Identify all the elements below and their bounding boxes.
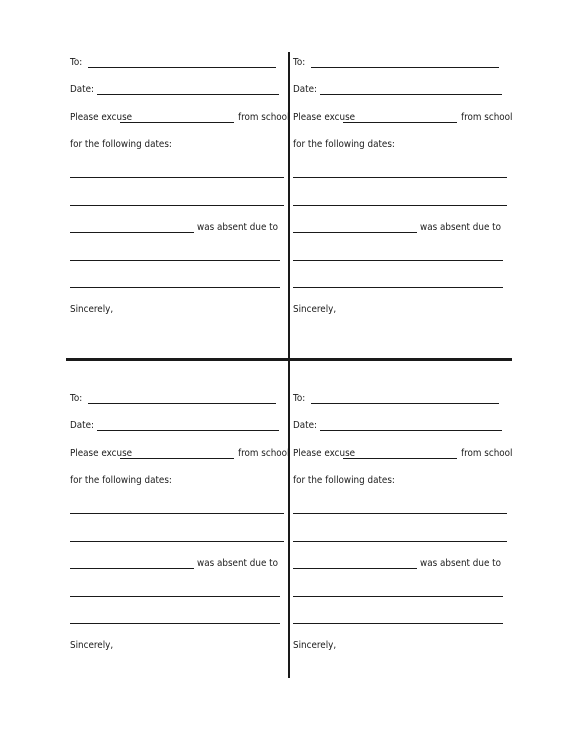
absent-row: [293, 556, 512, 570]
date-row: [293, 82, 502, 96]
following-dates-label: for the following dates:: [293, 475, 395, 486]
sincerely-row: [70, 638, 119, 652]
date-row: [70, 418, 279, 432]
absent-label: was absent due to: [420, 558, 501, 569]
from-school-label: from school: [238, 448, 290, 459]
following-dates-row: [293, 473, 409, 487]
following-dates-label: for the following dates:: [70, 475, 172, 486]
sincerely-label: Sincerely,: [293, 640, 337, 651]
reason-line-1[interactable]: [70, 260, 280, 261]
to-row: [70, 391, 276, 405]
sincerely-row: [293, 638, 342, 652]
excuse-label: Please excuse: [70, 112, 133, 123]
absent-row: [293, 220, 512, 234]
absent-label: was absent due to: [197, 558, 278, 569]
note-bottom-right: [293, 386, 513, 686]
from-school-label: from school: [461, 112, 513, 123]
note-top-left: [70, 50, 290, 350]
date-label: Date:: [293, 420, 318, 431]
absent-name-field[interactable]: [293, 567, 417, 569]
excuse-row: [293, 110, 520, 124]
reason-line-2[interactable]: [70, 623, 280, 624]
following-dates-row: [70, 137, 186, 151]
to-field[interactable]: [311, 402, 499, 404]
dates-line-2[interactable]: [293, 541, 507, 542]
excuse-label: Please excuse: [70, 448, 133, 459]
dates-line-2[interactable]: [293, 205, 507, 206]
excuse-row: [70, 446, 297, 460]
from-school-label: from school: [461, 448, 513, 459]
absent-row: [70, 556, 289, 570]
sincerely-label: Sincerely,: [70, 640, 114, 651]
to-row: [293, 55, 499, 69]
excuse-label: Please excuse: [293, 112, 356, 123]
note-bottom-left: [70, 386, 290, 686]
excuse-row: [293, 446, 520, 460]
absent-name-field[interactable]: [70, 567, 194, 569]
date-row: [70, 82, 279, 96]
dates-line-1[interactable]: [293, 177, 507, 178]
dates-line-1[interactable]: [70, 513, 284, 514]
date-field[interactable]: [320, 429, 502, 431]
to-field[interactable]: [88, 66, 276, 68]
absent-row: [70, 220, 289, 234]
horizontal-divider: [66, 358, 512, 361]
to-row: [70, 55, 276, 69]
absent-label: was absent due to: [197, 222, 278, 233]
student-name-field[interactable]: [343, 121, 457, 123]
following-dates-label: for the following dates:: [70, 139, 172, 150]
reason-line-1[interactable]: [70, 596, 280, 597]
note-top-right: [293, 50, 513, 350]
sincerely-label: Sincerely,: [70, 304, 114, 315]
following-dates-row: [293, 137, 409, 151]
reason-line-2[interactable]: [293, 287, 503, 288]
sincerely-row: [70, 302, 119, 316]
to-label: To:: [70, 393, 83, 404]
excuse-row: [70, 110, 297, 124]
date-field[interactable]: [97, 429, 279, 431]
absent-name-field[interactable]: [70, 231, 194, 233]
excuse-label: Please excuse: [293, 448, 356, 459]
absent-label: was absent due to: [420, 222, 501, 233]
date-field[interactable]: [320, 93, 502, 95]
reason-line-1[interactable]: [293, 260, 503, 261]
reason-line-2[interactable]: [293, 623, 503, 624]
student-name-field[interactable]: [120, 457, 234, 459]
from-school-label: from school: [238, 112, 290, 123]
dates-line-2[interactable]: [70, 541, 284, 542]
sincerely-row: [293, 302, 342, 316]
date-row: [293, 418, 502, 432]
to-label: To:: [293, 393, 306, 404]
date-field[interactable]: [97, 93, 279, 95]
following-dates-label: for the following dates:: [293, 139, 395, 150]
student-name-field[interactable]: [120, 121, 234, 123]
to-field[interactable]: [311, 66, 499, 68]
reason-line-1[interactable]: [293, 596, 503, 597]
dates-line-1[interactable]: [293, 513, 507, 514]
reason-line-2[interactable]: [70, 287, 280, 288]
to-row: [293, 391, 499, 405]
student-name-field[interactable]: [343, 457, 457, 459]
to-field[interactable]: [88, 402, 276, 404]
following-dates-row: [70, 473, 186, 487]
to-label: To:: [70, 57, 83, 68]
absent-name-field[interactable]: [293, 231, 417, 233]
to-label: To:: [293, 57, 306, 68]
date-label: Date:: [70, 84, 95, 95]
date-label: Date:: [70, 420, 95, 431]
date-label: Date:: [293, 84, 318, 95]
sincerely-label: Sincerely,: [293, 304, 337, 315]
dates-line-1[interactable]: [70, 177, 284, 178]
dates-line-2[interactable]: [70, 205, 284, 206]
